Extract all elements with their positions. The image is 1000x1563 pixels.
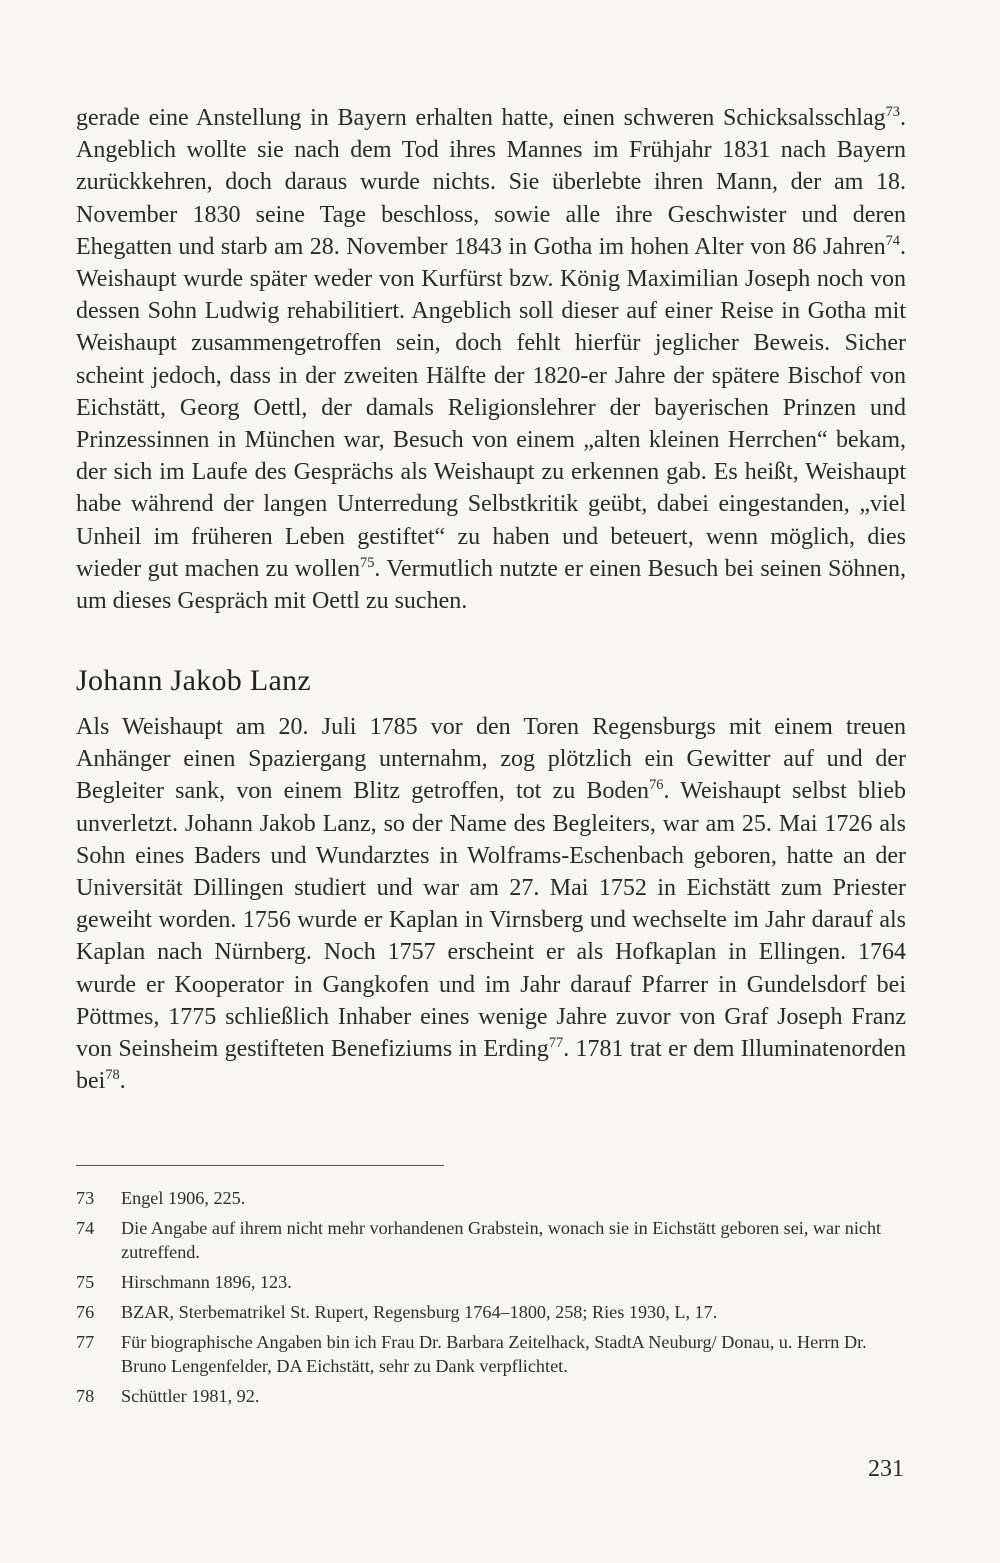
- footnote-separator: [76, 1165, 444, 1166]
- footnote-text: BZAR, Sterbematrikel St. Rupert, Regensburg 1764–1800, 258; Ries 1930, L, 17.: [121, 1302, 718, 1322]
- body-paragraph-2: [76, 711, 906, 1097]
- footnote-item: [76, 1330, 906, 1378]
- footnote-text: Hirschmann 1896, 123.: [121, 1272, 292, 1292]
- section-heading: Johann Jakob Lanz: [76, 664, 312, 697]
- footnote-number: 74: [76, 1218, 95, 1238]
- footnote-number: 75: [76, 1272, 95, 1292]
- text-run: . Weishaupt wurde später weder von Kurfürst bzw. König Maximilian Joseph noch von dessen Sohn Ludwig rehabilitiert. Angeblich soll dieser auf einer Reise in Gotha mit Weishaupt zusammengetroffen sein, doch fehlt hierfür jeglicher Beweis. Sicher scheint jedoch, dass in der zweiten Hälfte der 1820-er Jahre der spätere Bischof von Eichstätt, Georg Oettl, der damals Religionslehrer der bayerischen Prinzen und Prinzessinnen in München war, Besuch von einem „alten kleinen Herrchen“ bekam, der sich im Laufe des Gesprächs als Weishaupt zu erkennen gab. Es heißt, Weishaupt habe während der langen Unterredung Selbstkritik geübt, dabei eingestanden, „viel Unheil im früheren Leben gestiftet“ zu haben und beteuert, wenn möglich, dies wieder gut machen zu wollen: [76, 233, 906, 582]
- text-run: . Vermutlich nutzte er einen Besuch bei seinen Söhnen, um dieses Gespräch mit Oettl zu suchen.: [76, 555, 907, 615]
- footnote-text: Engel 1906, 225.: [121, 1188, 246, 1208]
- footnote-ref: 77: [548, 1035, 564, 1052]
- footnote-ref: 74: [885, 232, 900, 249]
- footnote-text: Für biographische Angaben bin ich Frau Dr. Barbara Zeitelhack, StadtA Neuburg/ Donau, u. Herrn Dr. Bruno Lengenfelder, DA Eichstätt, sehr zu Dank verpflichtet.: [121, 1332, 867, 1376]
- text-run: .: [119, 1068, 126, 1095]
- footnote-item: [76, 1186, 906, 1210]
- footnote-item: [76, 1384, 906, 1408]
- footnote-ref: 78: [105, 1067, 120, 1084]
- page-number: 231: [868, 1456, 904, 1482]
- footnotes: [76, 1186, 906, 1414]
- footnote-ref: 76: [649, 777, 664, 794]
- text-run: . Weishaupt selbst blieb unverletzt. Johann Jakob Lanz, so der Name des Begleiters, war am 25. Mai 1726 als Sohn eines Baders und Wundarztes in Wolframs-Eschenbach geboren, hatte an der Universität Dillingen studiert und war am 27. Mai 1752 in Eichstätt zum Priester geweiht worden. 1756 wurde er Kaplan in Virnsberg und wechselte im Jahr darauf als Kaplan nach Nürnberg. Noch 1757 erscheint er als Hofkaplan in Ellingen. 1764 wurde er Kooperator in Gangkofen und im Jahr darauf Pfarrer in Gundelsdorf bei Pöttmes, 1775 schließlich Inhaber eines wenige Jahre zuvor von Graf Joseph Franz von Seinsheim gestifteten Benefiziums in Erding: [76, 778, 907, 1063]
- footnote-item: [76, 1300, 906, 1324]
- text-run: . Angeblich wollte sie nach dem Tod ihres Mannes im Frühjahr 1831 nach Bayern zurückkehren, doch daraus wurde nichts. Sie überlebte ihren Mann, der am 18. November 1830 seine Tage beschloss, sowie alle ihre Geschwister und deren Ehegatten und starb am 28. November 1843 in Gotha im hohen Alter von 86 Jahren: [76, 105, 906, 260]
- footnote-text: Die Angabe auf ihrem nicht mehr vorhandenen Grabstein, wonach sie in Eichstätt geboren sei, war nicht zutreffend.: [121, 1218, 882, 1262]
- footnote-number: 78: [76, 1386, 95, 1406]
- footnote-ref: 73: [885, 104, 900, 120]
- body-paragraph-1: [76, 102, 906, 617]
- footnote-text: Schüttler 1981, 92.: [121, 1386, 260, 1406]
- footnote-item: [76, 1216, 906, 1264]
- text-run: Als Weishaupt am 20. Juli 1785 vor den Toren Regensburgs mit einem treuen Anhänger einen Spaziergang unternahm, zog plötzlich ein Gewitter auf und der Begleiter sank, von einem Blitz getroffen, tot zu Boden: [76, 714, 906, 805]
- footnote-item: [76, 1270, 906, 1294]
- footnote-ref: 75: [360, 554, 375, 571]
- text-run: . 1781 trat er dem Illuminatenorden bei: [76, 1036, 906, 1095]
- footnote-number: 76: [76, 1302, 95, 1322]
- text-run: gerade eine Anstellung in Bayern erhalten hatte, einen schweren Schicksalsschlag: [76, 105, 886, 131]
- footnote-number: 73: [76, 1188, 95, 1208]
- footnote-number: 77: [76, 1332, 95, 1352]
